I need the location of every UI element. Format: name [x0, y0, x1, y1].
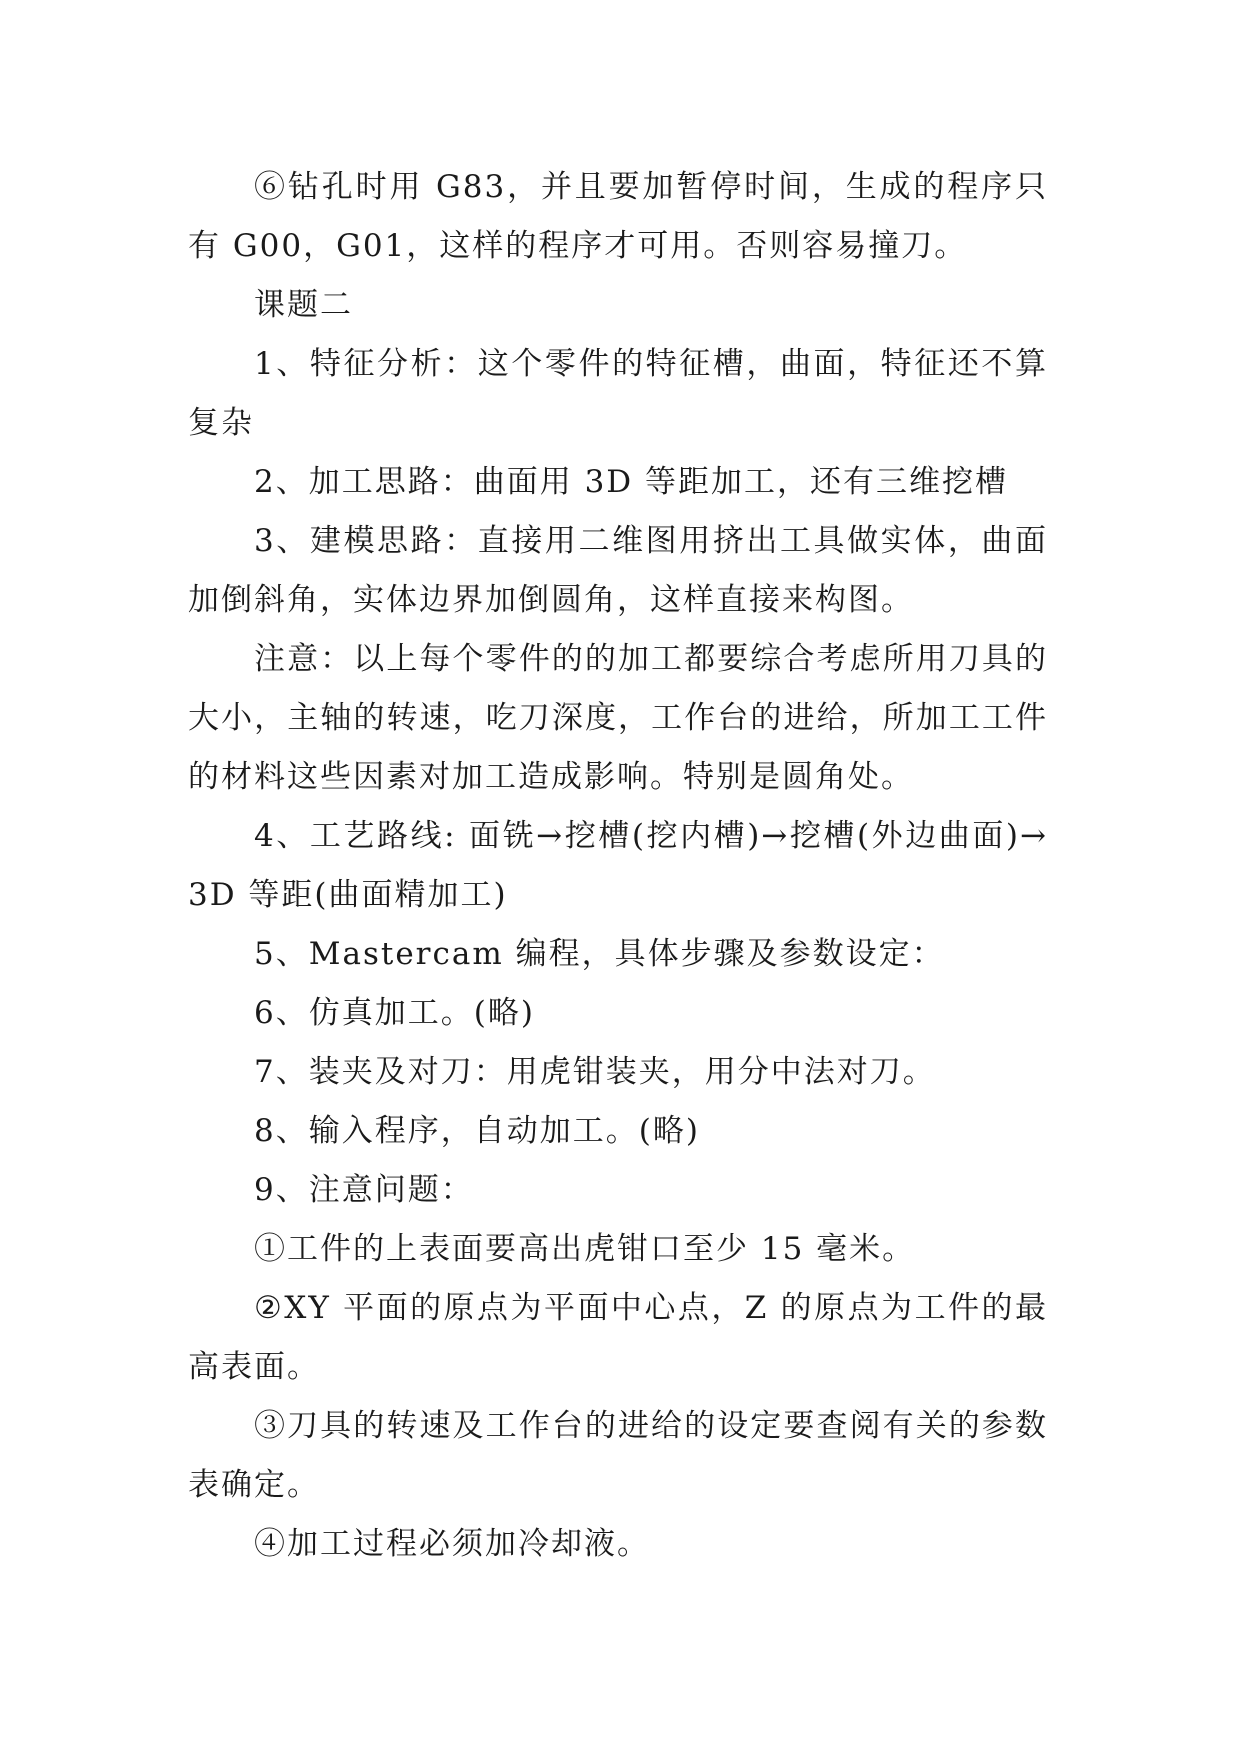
paragraph-topic-two-heading: 课题二 [254, 287, 353, 323]
document-body [188, 158, 1048, 1574]
paragraph-modeling-approach: 3、建模思路：直接用二维图用挤出工具做实体，曲面加倒斜角，实体边界加倒圆角，这样直接来构图。 [188, 523, 1048, 618]
paragraph-drilling-note: ⑥钻孔时用 G83，并且要加暂停时间，生成的程序只有 G00，G01，这样的程序才可用。否则容易撞刀。 [188, 169, 1048, 264]
paragraph-input-program: 8、输入程序，自动加工。(略) [254, 1113, 700, 1149]
paragraph-machining-approach: 2、加工思路：曲面用 3D 等距加工，还有三维挖槽 [254, 464, 1009, 500]
paragraph-mastercam-programming: 5、Mastercam 编程，具体步骤及参数设定： [254, 936, 945, 972]
paragraph-process-route: 4、工艺路线: 面铣→挖槽(挖内槽)→挖槽(外边曲面)→3D 等距(曲面精加工) [188, 818, 1048, 913]
paragraph-feature-analysis: 1、特征分析：这个零件的特征槽，曲面，特征还不算复杂 [188, 346, 1048, 441]
paragraph-note-1: ①工件的上表面要高出虎钳口至少 15 毫米。 [254, 1231, 916, 1267]
paragraph-note-3: ③刀具的转速及工作台的进给的设定要查阅有关的参数表确定。 [188, 1408, 1048, 1503]
paragraph-clamping: 7、装夹及对刀：用虎钳装夹，用分中法对刀。 [254, 1054, 936, 1090]
paragraph-note-2: ②XY 平面的原点为平面中心点，Z 的原点为工件的最高表面。 [188, 1290, 1048, 1385]
paragraph-caution: 注意：以上每个零件的的加工都要综合考虑所用刀具的大小，主轴的转速，吃刀深度，工作台的进给，所加工工件的材料这些因素对加工造成影响。特别是圆角处。 [188, 641, 1048, 795]
paragraph-note-4: ④加工过程必须加冷却液。 [254, 1526, 650, 1562]
paragraph-simulation: 6、仿真加工。(略) [254, 995, 535, 1031]
paragraph-attention-heading: 9、注意问题： [254, 1172, 474, 1208]
